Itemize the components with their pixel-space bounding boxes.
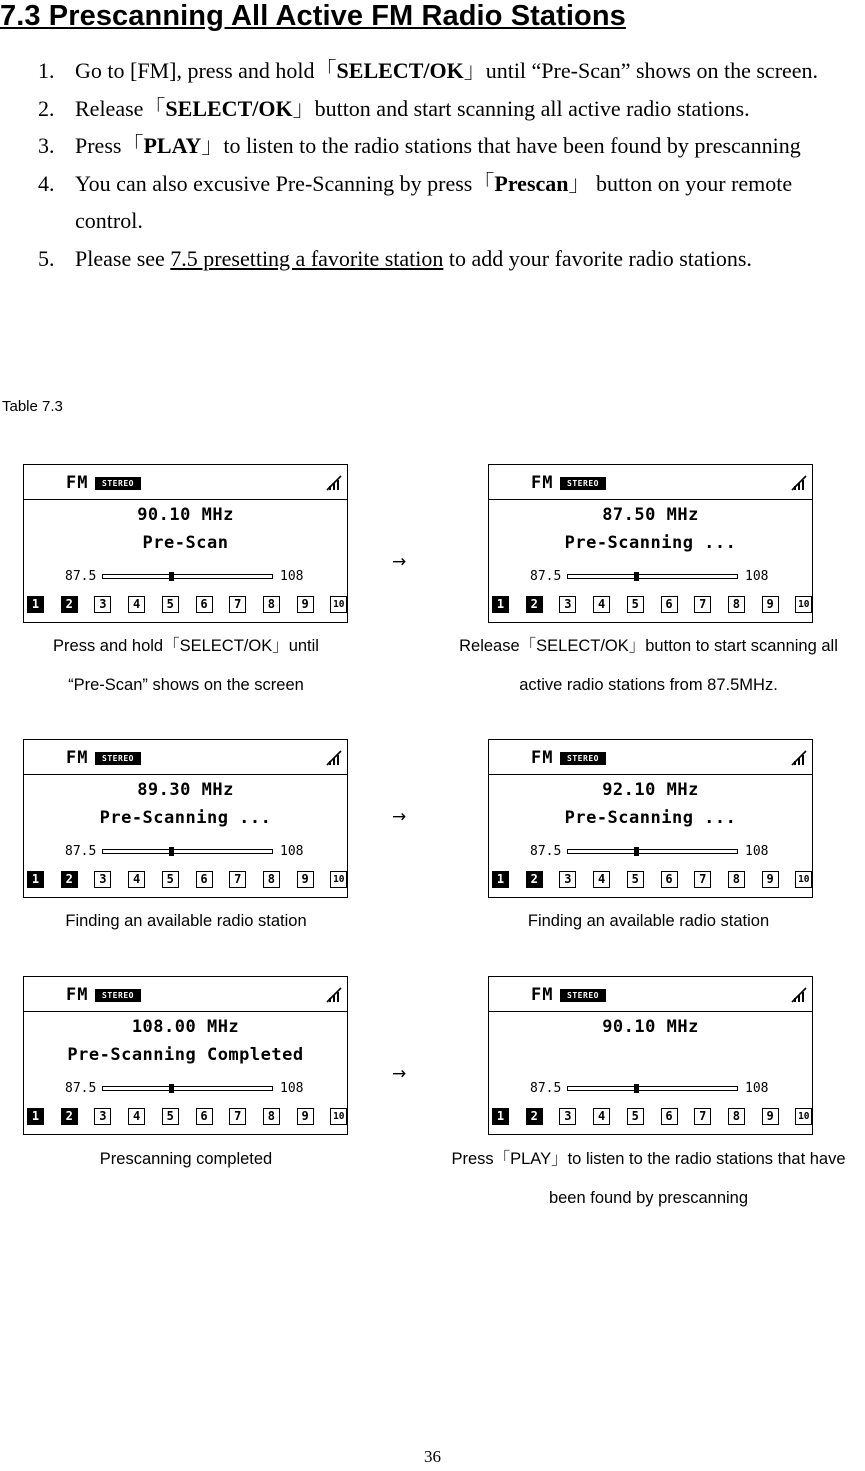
preset-slot: 6 [196,596,213,613]
caption-line: Finding an available radio station [527,912,770,930]
flow-arrow-icon: → [392,552,407,572]
tuning-marker [169,572,174,581]
preset-slot: 7 [229,596,246,613]
scale-high-label: 108 [745,569,769,584]
preset-slot: 6 [661,1108,678,1125]
step-keyword: SELECT/OK [336,58,464,83]
preset-slot: 7 [229,871,246,888]
band-label: FM [531,985,554,1005]
tuning-marker [634,847,639,856]
scan-status-text: Pre-Scanning ... [99,808,272,828]
preset-slot: 5 [627,871,644,888]
signal-strength-icon [325,749,343,767]
preset-slot: 5 [627,596,644,613]
tuning-scale-bar [102,574,273,579]
step-number: 3. [38,133,55,158]
tuning-scale-bar [567,849,738,854]
step-text: You can also excusive Pre-Scanning by press「 [75,170,495,196]
frequency-readout: 90.10 MHz [602,1017,699,1037]
screen-status-bar [489,465,812,500]
flow-arrow-icon: → [392,807,407,827]
tuning-scale-bar [567,1086,738,1091]
device-screen [488,739,813,898]
preset-slot: 1 [492,596,509,613]
step-number: 1. [38,58,55,83]
step-keyword: SELECT/OK [165,95,293,121]
step-keyword: Prescan [494,170,569,196]
preset-slot: 4 [593,1108,610,1125]
preset-slot: 6 [661,596,678,613]
preset-slot: 8 [263,596,280,613]
scale-low-label: 87.5 [65,844,97,859]
device-screen [23,739,348,898]
scale-low-label: 87.5 [65,1081,97,1096]
preset-slot: 3 [559,596,576,613]
step-text: 」button and start scanning all active radio stations. [292,95,750,121]
preset-slot: 7 [694,1108,711,1125]
preset-slot: 9 [762,871,779,888]
caption-line: Press and hold「SELECT/OK」until [53,637,319,655]
scale-high-label: 108 [745,844,769,859]
scale-low-label: 87.5 [65,569,97,584]
signal-strength-icon [790,749,808,767]
scale-high-label: 108 [280,844,304,859]
tuning-marker [634,572,639,581]
step-keyword: PLAY [143,133,202,158]
instruction-list [30,52,860,277]
band-label: FM [66,473,89,493]
caption-line: Press「PLAY」to listen to the radio stations that have [451,1150,846,1168]
preset-slot: 4 [128,596,145,613]
step-text: to add your favorite radio stations. [443,245,752,271]
scale-high-label: 108 [280,1081,304,1096]
preset-slot: 2 [526,1108,543,1125]
preset-slot: 1 [27,596,44,613]
screen-status-bar [489,977,812,1012]
preset-slot: 10 [330,596,347,613]
device-screen [488,464,813,623]
tuning-scale-bar [102,1086,273,1091]
preset-slot: 7 [694,596,711,613]
preset-slot: 2 [61,871,78,888]
caption-line: “Pre-Scan” shows on the screen [68,675,304,694]
tuning-scale-bar [102,849,273,854]
flow-arrow-icon: → [392,1064,407,1084]
step-number: 5. [38,245,55,271]
caption-line: Prescanning completed [99,1150,273,1168]
tuning-marker [634,1084,639,1093]
screen-caption [0,902,372,941]
stereo-indicator: STEREO [95,752,141,765]
screen-caption [0,627,372,704]
preset-slot: 8 [263,1108,280,1125]
stereo-indicator: STEREO [560,752,606,765]
scale-high-label: 108 [745,1081,769,1096]
tuning-marker [169,847,174,856]
preset-slot: 4 [128,1108,145,1125]
preset-slot: 5 [627,1108,644,1125]
screen-caption [432,1140,865,1217]
step-5 [30,240,860,278]
device-screen [23,976,348,1135]
scan-status-text: Pre-Scanning ... [564,533,737,553]
step-number: 4. [38,170,55,196]
preset-slot: 8 [728,1108,745,1125]
preset-slot: 9 [297,596,314,613]
step-text: Press「 [75,133,144,158]
stereo-indicator: STEREO [95,989,141,1002]
screen-caption [0,1140,372,1179]
preset-slot: 5 [162,871,179,888]
step-text: Please see [75,245,171,271]
frequency-readout: 87.50 MHz [602,505,699,525]
preset-slot: 3 [94,596,111,613]
preset-slot: 10 [795,596,812,613]
step-text: Release「 [75,95,166,121]
scale-high-label: 108 [280,569,304,584]
preset-slot: 10 [330,1108,347,1125]
preset-slot: 4 [128,871,145,888]
frequency-readout: 92.10 MHz [602,780,699,800]
screen-caption [432,902,865,941]
section-heading: 7.3 Prescanning All Active FM Radio Stations [0,0,626,32]
preset-slot: 5 [162,1108,179,1125]
step-number: 2. [38,95,55,121]
stereo-indicator: STEREO [95,477,141,490]
frequency-readout: 90.10 MHz [137,505,234,525]
preset-slot: 9 [762,596,779,613]
step-text: Go to [FM], press and hold「 [75,58,337,83]
tuning-marker [169,1084,174,1093]
scale-low-label: 87.5 [530,569,562,584]
preset-slot: 6 [196,1108,213,1125]
preset-slot: 1 [27,871,44,888]
step-text: 」to listen to the radio stations that have been found by prescanning [201,133,801,158]
preset-slot: 8 [728,871,745,888]
signal-strength-icon [325,474,343,492]
caption-line: Release「SELECT/OK」button to start scanning all [459,637,838,655]
preset-slot: 7 [694,871,711,888]
caption-line: Finding an available radio station [65,912,307,930]
scale-low-label: 87.5 [530,1081,562,1096]
step-text: 」until “Pre-Scan” shows on the screen. [463,58,819,83]
screen-caption [432,627,865,704]
frequency-readout: 108.00 MHz [131,1017,240,1037]
preset-slot: 7 [229,1108,246,1125]
preset-slot: 3 [559,1108,576,1125]
signal-strength-icon [790,986,808,1004]
step-text: 」 button on your remote control. [75,170,793,233]
band-label: FM [66,748,89,768]
preset-slot: 8 [728,596,745,613]
screen-status-bar [24,740,347,775]
preset-slot: 9 [297,871,314,888]
tuning-scale-bar [567,574,738,579]
preset-slot: 4 [593,596,610,613]
preset-slot: 3 [94,1108,111,1125]
scan-status-text: Pre-Scanning Completed [67,1045,304,1065]
band-label: FM [66,985,89,1005]
caption-line: been found by prescanning [548,1188,749,1207]
signal-strength-icon [790,474,808,492]
preset-slot: 9 [297,1108,314,1125]
preset-slot: 2 [526,871,543,888]
frequency-readout: 89.30 MHz [137,780,234,800]
device-screen [23,464,348,623]
preset-slot: 3 [94,871,111,888]
step-4 [30,165,860,240]
caption-line: active radio stations from 87.5MHz. [519,675,778,694]
preset-slot: 1 [492,871,509,888]
step-3 [30,127,860,165]
preset-slot: 1 [27,1108,44,1125]
preset-slot: 10 [795,871,812,888]
band-label: FM [531,473,554,493]
page-number: 36 [424,1447,441,1466]
band-label: FM [531,748,554,768]
preset-slot: 2 [526,596,543,613]
preset-slot: 6 [661,871,678,888]
cross-reference-link[interactable]: 7.5 presetting a favorite station [170,245,444,271]
preset-slot: 9 [762,1108,779,1125]
stereo-indicator: STEREO [560,989,606,1002]
preset-slot: 3 [559,871,576,888]
scale-low-label: 87.5 [530,844,562,859]
preset-slot: 2 [61,1108,78,1125]
screen-status-bar [24,977,347,1012]
step-1 [30,52,860,90]
table-caption: Table 7.3 [2,398,63,415]
preset-slot: 10 [795,1108,812,1125]
step-2 [30,90,860,128]
stereo-indicator: STEREO [560,477,606,490]
preset-slot: 1 [492,1108,509,1125]
screen-status-bar [24,465,347,500]
device-screen [488,976,813,1135]
preset-slot: 4 [593,871,610,888]
preset-slot: 8 [263,871,280,888]
screen-status-bar [489,740,812,775]
scan-status-text: Pre-Scanning ... [564,808,737,828]
preset-slot: 6 [196,871,213,888]
scan-status-text: Pre-Scan [142,533,229,553]
preset-slot: 10 [330,871,347,888]
signal-strength-icon [325,986,343,1004]
preset-slot: 2 [61,596,78,613]
preset-slot: 5 [162,596,179,613]
